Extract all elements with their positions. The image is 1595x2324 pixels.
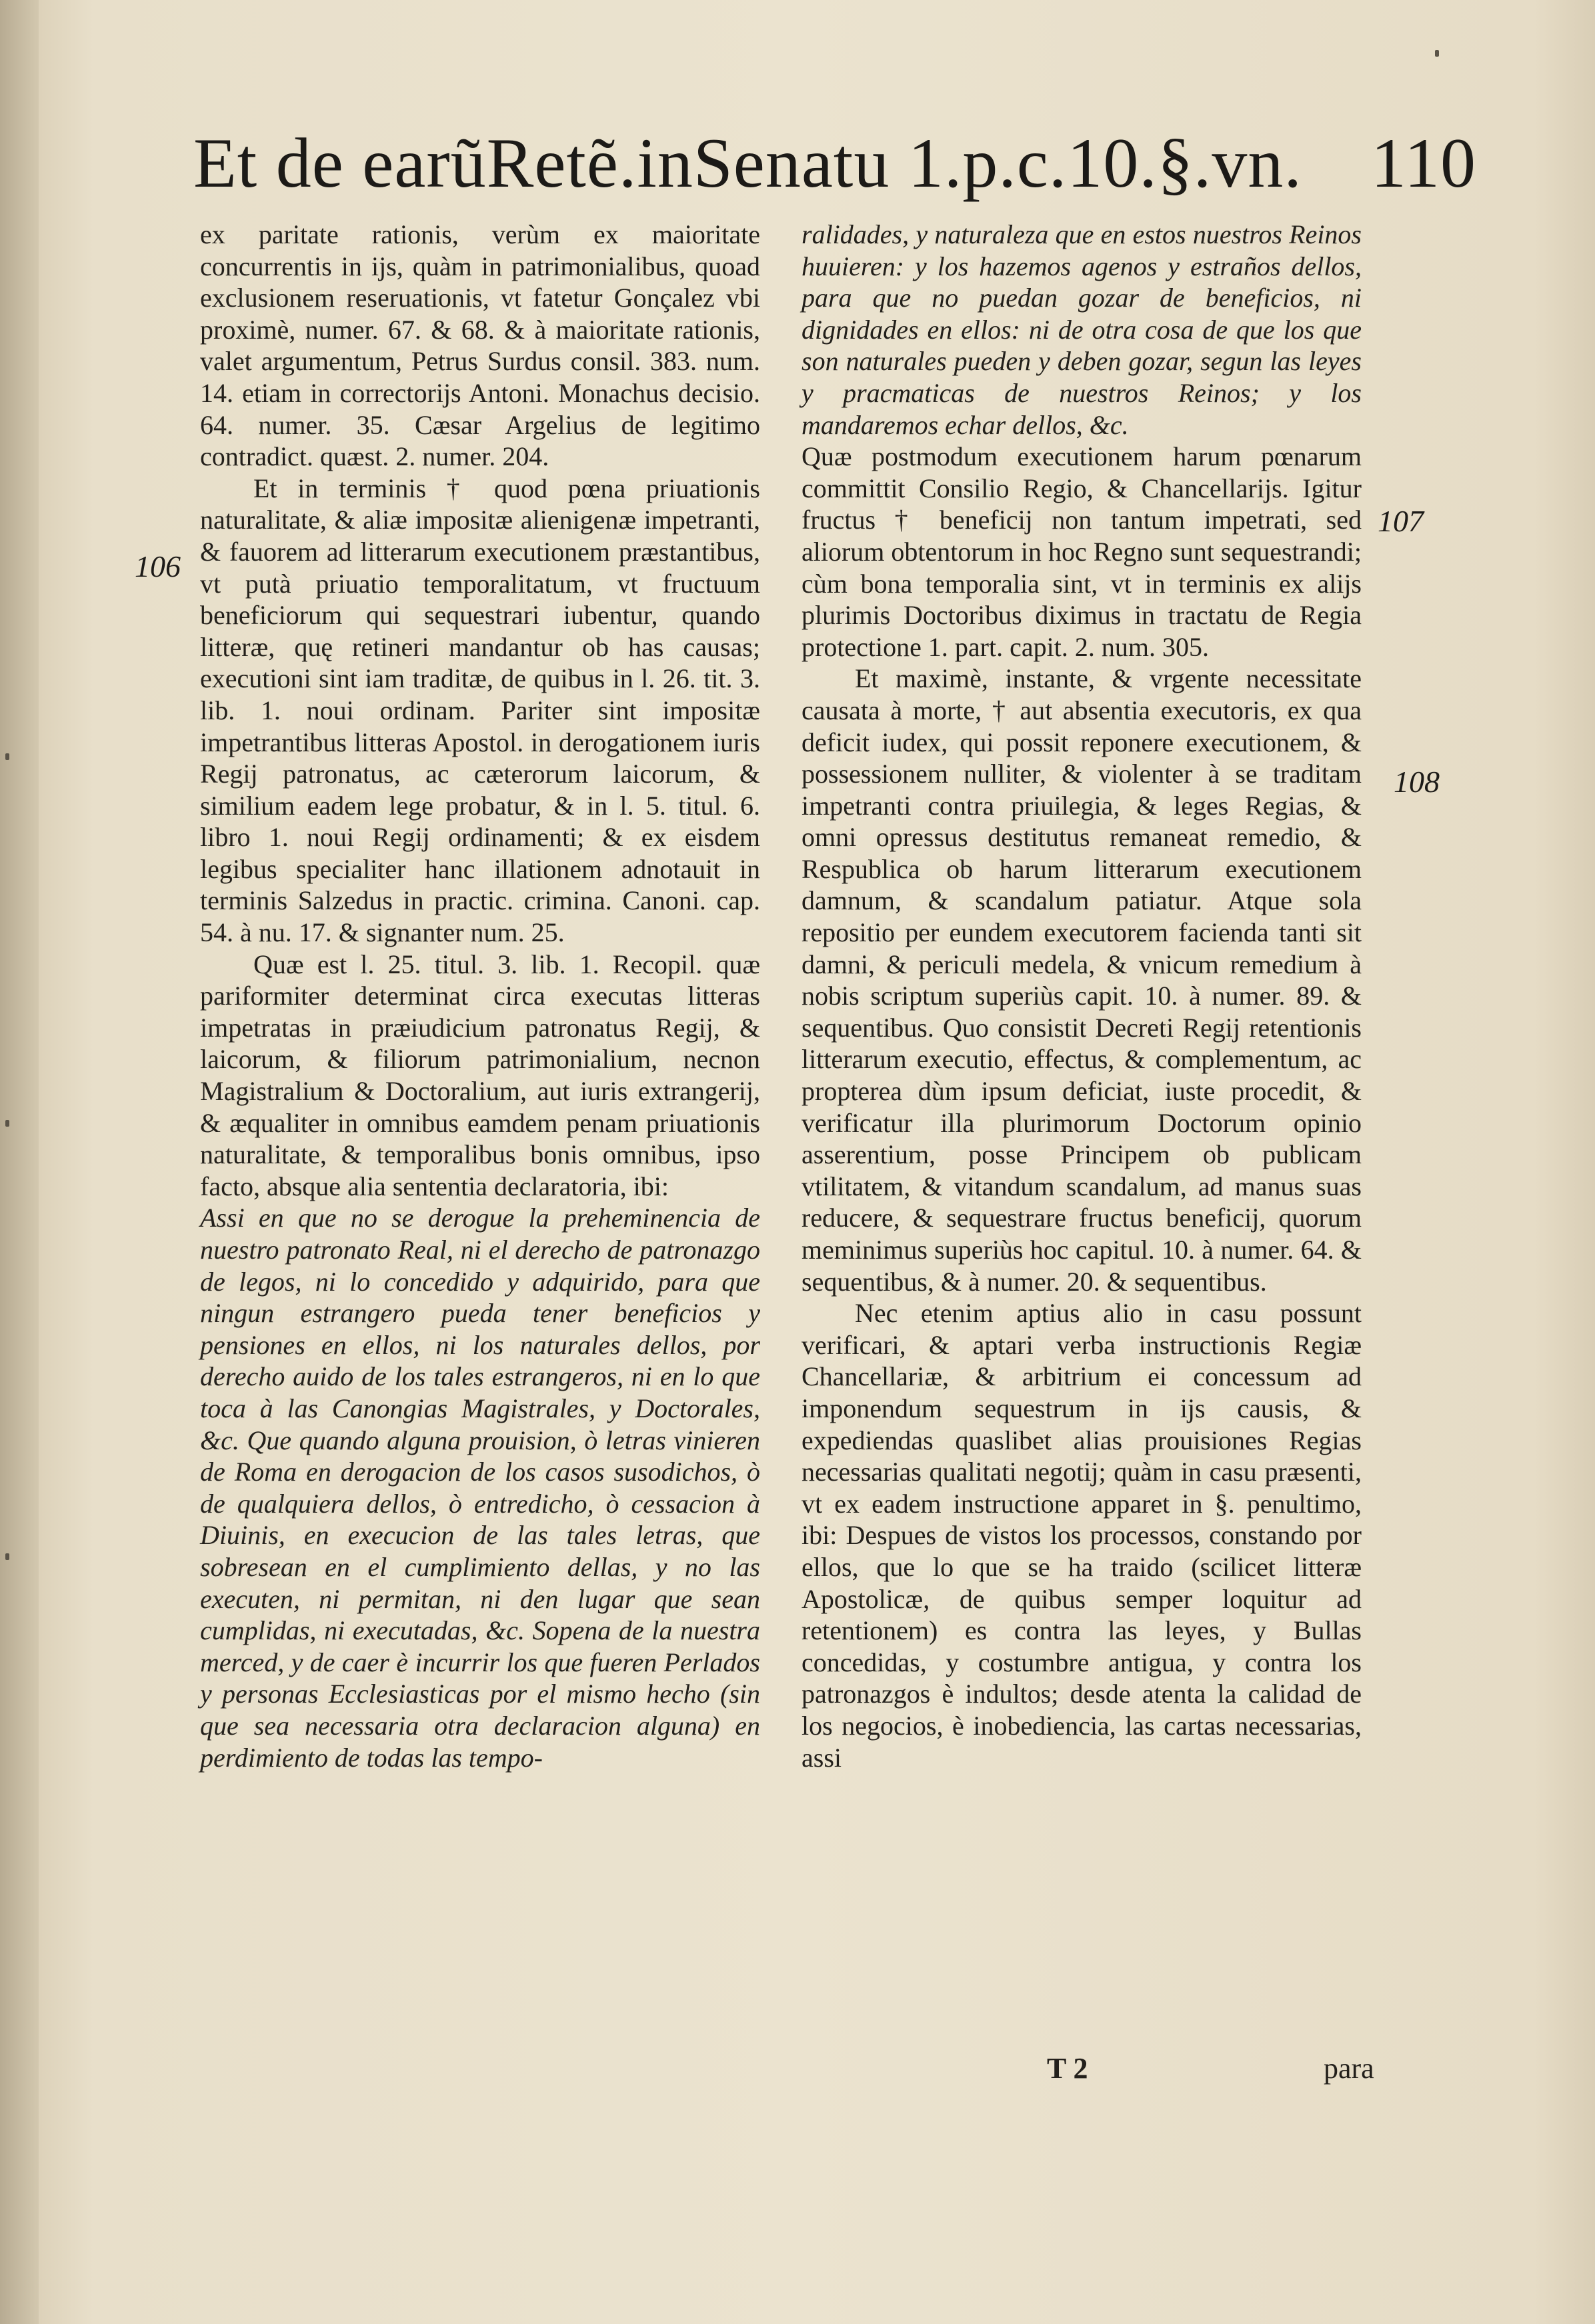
- ink-speck: [5, 1553, 9, 1560]
- header-title: Et de earũRetẽ.inSenatu 1.p.c.10.§.vn.: [193, 124, 1302, 202]
- page-number: 110: [1370, 124, 1476, 202]
- left-column: [200, 219, 760, 2065]
- ink-speck: [5, 1120, 9, 1127]
- left-spanish-quote: Assi en que no se derogue la preheminencia de nuestro patronato Real, ni el derecho de patronazgo de legos, ni lo concedido y adquirido, para que ningun estrangero pueda tener beneficios y pensiones en ellos, ni los naturales dellos, por derecho auido de los tales estrangeros, ni en lo que toca à las Canongias Magistrales, y Doctorales, &c. Que quando alguna prouision, ò letras vinieren de Roma en derogacion de los casos susodichos, ò de qualquiera dellos, ò entredicho, ò cessacion à Diuinis, en execucion de las tales letras, que sobresean en el cumplimiento dellas, y no las executen, ni permitan, ni den lugar que sean cumplidas, ni executadas, &c. Sopena de la nuestra merced, y de caer è incurrir los que fueren Perlados y personas Ecclesiasticas por el mismo hecho (sin que sea necessaria otra declaracion alguna) en perdimiento de todas las tempo-: [200, 1203, 760, 1773]
- margin-number-106: 106: [135, 549, 181, 583]
- ink-speck: [1435, 50, 1439, 57]
- left-paragraph-2: Et in terminis † quod pœna priuationis naturalitate, & aliæ impositæ alienigenæ impetranti, & fauorem ad litterarum executionem præstantibus, vt putà priuatio temporalitatum, vt fructuum beneficiorum qui sequestrari iubentur, quando litteræ, quę retineri mandantur ob has causas; executioni sint iam traditæ, de quibus in l. 26. tit. 3. lib. 1. noui ordinam. Pariter sint impositæ impetrantibus litteras Apostol. in derogationem iuris Regij patronatus, ac cæterorum laicorum, & similium eadem lege probatur, & in l. 5. titul. 6. libro 1. noui Regij ordinamenti; & ex eisdem legibus specialiter hanc illationem adnotauit in terminis Salzedus in practic. crimina. Canoni. cap. 54. à nu. 17. & signanter num. 25.: [200, 473, 760, 948]
- margin-number-108: 108: [1394, 765, 1440, 799]
- left-paragraph-3: Quæ est l. 25. titul. 3. lib. 1. Recopil. quæ pariformiter determinat circa executas litteras impetratas in præiudicium patronatus Regij, & laicorum, & filiorum patrimonialium, necnon Magistralium & Doctoralium, aut iuris extrangerij, & æqualiter in omnibus eamdem penam priuationis naturalitate, & temporalibus bonis omnibus, ipso facto, absque alia sententia declaratoria, ibi:: [200, 949, 760, 1201]
- left-paragraph-1: ex paritate rationis, verùm ex maioritate concurrentis in ijs, quàm in patrimonialibus, quoad exclusionem reseruationis, vt fatetur Gonçalez vbi proximè, numer. 67. & 68. & à maioritate rationis, valet argumentum, Petrus Surdus consil. 383. num. 14. etiam in correctorijs Antoni. Monachus decisio. 64. numer. 35. Cæsar Argelius de legitimo contradict. quæst. 2. numer. 204.: [200, 219, 760, 472]
- right-spanish-quote: ralidades, y naturaleza que en estos nuestros Reinos huuieren: y los hazemos agenos y estraños dellos, para que no puedan gozar de beneficios, ni dignidades en ellos: ni de otra cosa de que los que son naturales pueden y deben gozar, segun las leyes y pracmaticas de nuestros Reinos; y los mandaremos echar dellos, &c.: [802, 219, 1362, 440]
- right-paragraph-2: Et maximè, instante, & vrgente necessitate causata à morte, † aut absentia executoris, ex qua deficit iudex, qui possit reponere executionem, & possessionem nulliter, & violenter à se traditam impetranti contra priuilegia, & leges Regias, & omni opressus destitutus remaneat remedio, & Respublica ob harum litterarum executionem damnum, & scandalum patiatur. Atque sola repositio per eundem executorem facienda tanti sit damni, & periculi medela, & vnicum remedium à nobis scriptum superiùs capit. 10. à numer. 89. & sequentibus. Quo consistit Decreti Regij retentionis litterarum executio, effectus, & complementum, ac propterea dùm ipsum deficiat, iuste procedit, & verificatur illa plurimorum Doctorum opinio asserentium, posse Principem ob publicam vtilitatem, & vitandum scandalum, ad manus suas reducere, & sequestrare fructus beneficij, quorum meminimus superiùs hoc capitul. 10. à numer. 64. & sequentibus, & à numer. 20. & sequentibus.: [802, 663, 1362, 1297]
- margin-number-107: 107: [1378, 504, 1424, 538]
- right-paragraph-3: Nec etenim aptius alio in casu possunt verificari, & aptari verba instructionis Regiæ Chancellariæ, & arbitrium ei concessum ad imponendum sequestrum in ijs causis, & expediendas quaslibet alias prouisiones Regias necessarias qualitati negotij; quàm in casu præsenti, vt ex eadem instructione apparet in §. penultimo, ibi: Despues de vistos los processos, constando por ellos, que lo que se ha traido (scilicet litteræ Apostolicæ, de quibus semper loquitur ad retentionem) es contra las leyes, y Bullas concedidas, y costumbre antigua, y contra los patronazgos è indultos; desde atenta la calidad de los negocios, è inobediencia, las cartas necessarias, assi: [802, 1298, 1362, 1773]
- catchword: para: [1324, 2052, 1374, 2085]
- ink-speck: [5, 753, 9, 760]
- signature-mark: T 2: [1047, 2052, 1088, 2085]
- right-column: [802, 219, 1362, 2065]
- binding-edge: [0, 0, 39, 2324]
- right-paragraph-1: Quæ postmodum executionem harum pœnarum committit Consilio Regio, & Chancellarijs. Igitur fructus † beneficij non tantum impetrati, sed aliorum obtentorum in hoc Regno sunt sequestrandi; cùm bona temporalia sint, vt in terminis ex alijs plurimis Doctoribus diximus in tractatu de Regia protectione 1. part. capit. 2. num. 305.: [802, 441, 1362, 662]
- running-header: [193, 117, 1476, 210]
